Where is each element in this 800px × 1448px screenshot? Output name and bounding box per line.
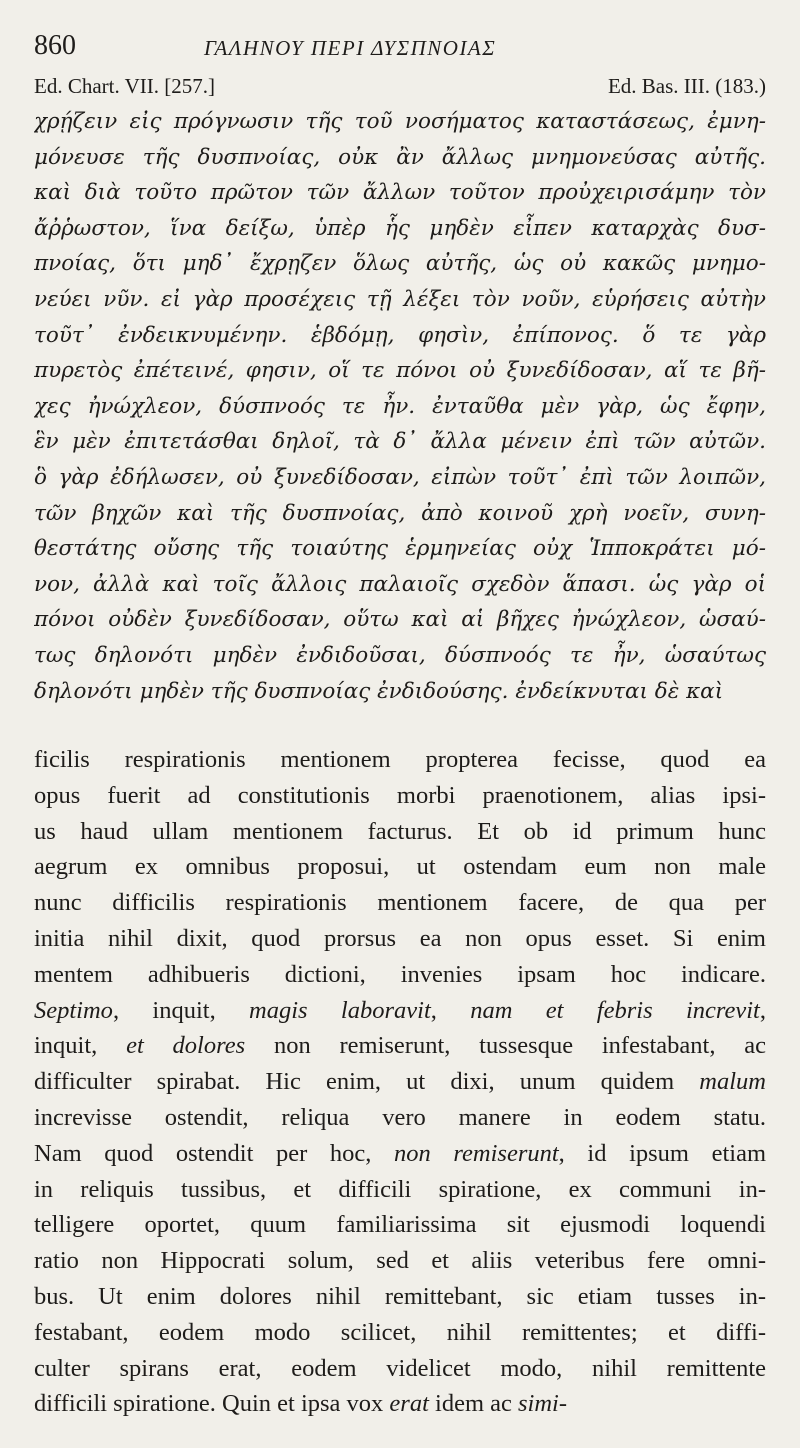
text-run: telligere oportet, quum familiarissima sit ejusmodi loquendi — [34, 1211, 766, 1239]
latin-text-block — [34, 742, 766, 1422]
italic-text-run: magis laboravit — [249, 996, 431, 1024]
text-run: non remiserunt, tussesque infestabant, ac — [245, 1032, 766, 1060]
latin-text-line — [34, 1386, 766, 1422]
text-run: ficilis respirationis mentionem propterea fecisse, quod ea — [34, 746, 766, 773]
greek-text-line: πυρετὸς ἐπέτεινέ, φησιν, οἵ τε πόνοι οὐ ξυνεδίδοσαν, αἵ τε βῆ- — [34, 358, 766, 384]
latin-text-line — [34, 1207, 766, 1243]
latin-text-line — [34, 778, 766, 814]
greek-text-line: δηλονότι μηδὲν τῆς δυσπνοίας ἐνδιδούσης. ἐνδείκνυται δὲ καὶ — [34, 678, 724, 704]
text-run: , — [759, 996, 766, 1024]
running-header — [34, 30, 766, 64]
edition-reference-chartier: Ed. Chart. VII. [257.] — [34, 74, 215, 98]
italic-text-run: Septimo — [34, 996, 113, 1024]
text-run: mentem adhibueris dictioni, invenies ipsam hoc indicare. — [34, 960, 766, 988]
latin-text-line — [34, 1279, 766, 1315]
latin-text-line — [34, 1172, 766, 1208]
greek-text-line: πόνοι οὐδὲν ξυνεδίδοσαν, οὕτω καὶ αἱ βῆχες ἠνώχλεον, ὡσαύ- — [34, 607, 766, 633]
text-run: , — [430, 996, 471, 1024]
greek-text-line: θεστάτης οὔσης τῆς τοιαύτης ἑρμηνείας οὐχ Ἱπποκράτει μό- — [34, 536, 766, 562]
greek-text-line: τοῦτ᾽ ἐνδεικνυμένην. ἑβδόμῃ, φησὶν, ἐπίπονος. ὅ τε γὰρ — [34, 322, 766, 348]
latin-text-line — [34, 849, 766, 885]
greek-text-line: καὶ διὰ τοῦτο πρῶτον τῶν ἄλλων τοῦτον προὐχειρισάμην τὸν — [34, 180, 766, 206]
italic-text-run: et dolores — [126, 1032, 246, 1060]
text-run: culter spirans erat, eodem videlicet modo, nihil remittente — [34, 1354, 766, 1382]
text-run: idem ac — [428, 1390, 519, 1418]
latin-text-line — [34, 885, 766, 921]
latin-text-line — [34, 1136, 766, 1172]
latin-text-line — [34, 1064, 766, 1100]
italic-text-run: malum — [699, 1068, 766, 1096]
greek-text-line: χρῄζειν εἰς πρόγνωσιν τῆς τοῦ νοσήματος καταστάσεως, ἐμνη- — [34, 109, 766, 134]
greek-text-line: ἓν μὲν ἐπιτετάσθαι δηλοῖ, τὰ δ᾽ ἄλλα μένειν ἐπὶ τῶν αὐτῶν. — [34, 429, 766, 455]
latin-text-line — [34, 1028, 766, 1064]
greek-text-line: τως δηλονότι μηδὲν ἐνδιδοῦσαι, δύσπνοός τε ἦν, ὡσαύτως — [34, 642, 766, 668]
text-run: opus fuerit ad constitutionis morbi praenotionem, alias ipsi- — [34, 781, 766, 809]
greek-text-line: ἄῤῥωστον, ἵνα δείξω, ὑπὲρ ἧς μηδὲν εἶπεν καταρχὰς δυσ- — [34, 215, 766, 241]
edition-reference-row — [34, 74, 766, 104]
latin-text-line — [34, 1243, 766, 1279]
text-run: in reliquis tussibus, et difficili spiratione, ex communi in- — [34, 1175, 766, 1203]
text-run: bus. Ut enim dolores nihil remittebant, sic etiam tusses in- — [34, 1282, 766, 1310]
text-run: ratio non Hippocrati solum, sed et aliis veteribus fere omni- — [34, 1247, 766, 1275]
text-run: initia nihil dixit, quod prorsus ea non opus esset. Si enim — [34, 924, 766, 952]
edition-reference-basel: Ed. Bas. III. (183.) — [607, 74, 766, 98]
latin-text-line — [34, 993, 766, 1029]
latin-text-line — [34, 1100, 766, 1136]
text-run: nunc difficilis respirationis mentionem facere, de qua per — [34, 889, 766, 917]
text-run: difficili spiratione. Quin et ipsa vox — [34, 1390, 390, 1418]
greek-text-line: νον, ἀλλὰ καὶ τοῖς ἄλλοις παλαιοῖς σχεδὸν ἅπασι. ὡς γὰρ οἱ — [34, 571, 766, 597]
greek-text-line: νεύει νῦν. εἰ γὰρ προσέχεις τῇ λέξει τὸν νοῦν, εὑρήσεις αὐτὴν — [34, 286, 766, 312]
italic-text-run: non remiserunt — [394, 1139, 559, 1167]
latin-text-line — [34, 742, 766, 778]
latin-text-line — [34, 1351, 766, 1387]
greek-text-block — [34, 104, 766, 709]
text-run: inquit, — [34, 1032, 127, 1060]
text-run: , id ipsum etiam — [558, 1139, 766, 1167]
latin-text-line — [34, 921, 766, 957]
greek-text-line: πνοίας, ὅτι μηδ᾽ ἔχρῃζεν ὅλως αὐτῆς, ὡς οὐ κακῶς μνημο- — [34, 251, 766, 277]
text-run: festabant, eodem modo scilicet, nihil remittentes; et diffi- — [34, 1318, 766, 1346]
italic-text-run: erat — [389, 1390, 429, 1418]
page-number: 860 — [34, 30, 76, 61]
greek-text-line: τῶν βηχῶν καὶ τῆς δυσπνοίας, ἀπὸ κοινοῦ χρὴ νοεῖν, συνη- — [34, 500, 766, 526]
italic-text-run: simi- — [518, 1390, 568, 1418]
running-title: ΓΑΛΗΝΟΥ ΠΕΡΙ ΔΥΣΠΝΟΙΑΣ — [204, 36, 497, 60]
greek-text-line: μόνευσε τῆς δυσπνοίας, οὐκ ἂν ἄλλως μνημονεύσας αὐτῆς. — [34, 144, 766, 170]
text-run: difficulter spirabat. Hic enim, ut dixi, unum quidem — [34, 1068, 700, 1096]
latin-text-line — [34, 957, 766, 993]
text-run: , inquit, — [112, 996, 250, 1024]
greek-text-line: χες ἠνώχλεον, δύσπνοός τε ἦν. ἐνταῦθα μὲν γὰρ, ὡς ἔφην, — [34, 393, 766, 419]
text-run: aegrum ex omnibus proposui, ut ostendam eum non male — [34, 853, 766, 881]
italic-text-run: nam et febris increvit — [470, 996, 760, 1024]
latin-text-line — [34, 814, 766, 850]
text-run: Nam quod ostendit per hoc, — [34, 1139, 395, 1167]
greek-text-line: ὃ γὰρ ἐδήλωσεν, οὐ ξυνεδίδοσαν, εἰπὼν τοῦτ᾽ ἐπὶ τῶν λοιπῶν, — [34, 464, 766, 490]
text-run: increvisse ostendit, reliqua vero manere in eodem statu. — [34, 1103, 766, 1131]
text-run: us haud ullam mentionem facturus. Et ob id primum hunc — [34, 817, 766, 845]
latin-text-line — [34, 1315, 766, 1351]
